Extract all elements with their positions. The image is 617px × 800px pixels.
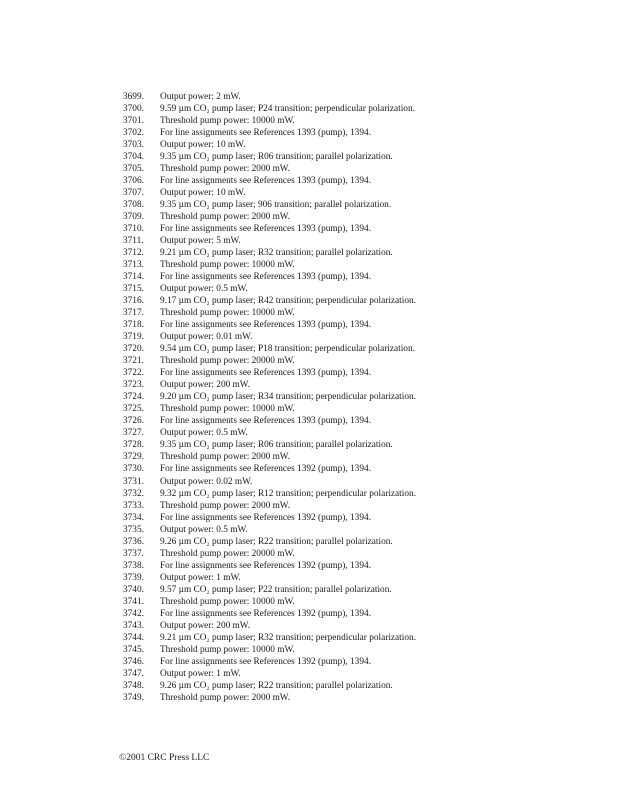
note-row — [123, 187, 603, 199]
note-number: 3735. — [123, 524, 144, 535]
note-row — [123, 259, 603, 271]
note-row — [123, 560, 603, 572]
note-text: Threshold pump power: 10000 mW. — [160, 596, 295, 607]
note-row — [123, 476, 603, 488]
note-row — [123, 488, 603, 500]
note-number: 3741. — [123, 596, 144, 607]
note-number: 3729. — [123, 452, 144, 463]
note-text: 9.26 µm CO₂ pump laser; R22 transition; parallel polarization. — [160, 536, 393, 547]
copyright-footer: ©2001 CRC Press LLC — [119, 753, 210, 763]
note-text: 9.54 µm CO₂ pump laser; P18 transition; perpendicular polarization. — [160, 344, 415, 355]
note-text: 9.21 µm CO₂ pump laser; R32 transition; perpendicular polarization. — [160, 632, 416, 643]
note-number: 3709. — [123, 212, 144, 223]
note-text: Output power: 0.5 mW. — [160, 524, 248, 535]
note-text: For line assignments see References 1392 (pump), 1394. — [160, 656, 371, 667]
note-number: 3700. — [123, 104, 144, 115]
note-number: 3719. — [123, 332, 144, 343]
note-text: 9.59 µm CO₂ pump laser; P24 transition; perpendicular polarization. — [160, 104, 415, 115]
note-number: 3721. — [123, 356, 144, 367]
note-row — [123, 415, 603, 427]
note-number: 3724. — [123, 392, 144, 403]
note-number: 3725. — [123, 404, 144, 415]
note-text: For line assignments see References 1392 (pump), 1394. — [160, 464, 371, 475]
note-number: 3747. — [123, 668, 144, 679]
note-row — [123, 283, 603, 295]
note-text: 9.26 µm CO₂ pump laser; R22 transition; parallel polarization. — [160, 680, 393, 691]
note-number: 3743. — [123, 620, 144, 631]
note-text: Threshold pump power: 2000 mW. — [160, 452, 291, 463]
note-row — [123, 223, 603, 235]
note-row — [123, 103, 603, 115]
note-row — [123, 163, 603, 175]
note-text: For line assignments see References 1393 (pump), 1394. — [160, 416, 371, 427]
note-row — [123, 427, 603, 439]
note-text: 9.35 µm CO₂ pump laser; R06 transition; parallel polarization. — [160, 152, 393, 163]
note-text: Threshold pump power: 2000 mW. — [160, 212, 291, 223]
note-number: 3705. — [123, 164, 144, 175]
note-number: 3728. — [123, 440, 144, 451]
note-text: For line assignments see References 1392 (pump), 1394. — [160, 608, 371, 619]
note-row — [123, 692, 603, 704]
note-row — [123, 367, 603, 379]
note-number: 3745. — [123, 644, 144, 655]
note-text: Output power: 2 mW. — [160, 92, 241, 102]
note-text: 9.57 µm CO₂ pump laser; P22 transition; parallel polarization. — [160, 584, 392, 595]
note-number: 3704. — [123, 152, 144, 163]
note-number: 3720. — [123, 344, 144, 355]
note-row — [123, 632, 603, 644]
note-row — [123, 644, 603, 656]
note-number: 3703. — [123, 140, 144, 151]
note-row — [123, 379, 603, 391]
note-row — [123, 115, 603, 127]
note-number: 3707. — [123, 188, 144, 199]
note-text: Output power: 0.01 mW. — [160, 332, 253, 343]
note-text: Threshold pump power: 10000 mW. — [160, 260, 295, 271]
note-text: 9.20 µm CO₂ pump laser; R34 transition; perpendicular polarization. — [160, 392, 416, 403]
note-text: Output power: 0.5 mW. — [160, 284, 248, 295]
note-text: For line assignments see References 1393 (pump), 1394. — [160, 320, 371, 331]
note-number: 3702. — [123, 128, 144, 139]
note-row — [123, 403, 603, 415]
note-text: Threshold pump power: 20000 mW. — [160, 548, 295, 559]
note-row — [123, 584, 603, 596]
note-row — [123, 668, 603, 680]
note-text: Threshold pump power: 2000 mW. — [160, 692, 291, 703]
note-text: Threshold pump power: 20000 mW. — [160, 356, 295, 367]
note-row — [123, 548, 603, 560]
note-number: 3712. — [123, 248, 144, 259]
note-row — [123, 572, 603, 584]
note-number: 3701. — [123, 116, 144, 127]
note-number: 3723. — [123, 380, 144, 391]
note-number: 3708. — [123, 200, 144, 211]
note-text: Threshold pump power: 10000 mW. — [160, 644, 295, 655]
note-row — [123, 307, 603, 319]
note-number: 3738. — [123, 560, 144, 571]
note-text: Output power: 5 mW. — [160, 236, 241, 247]
note-text: Output power: 200 mW. — [160, 620, 251, 631]
note-number: 3722. — [123, 368, 144, 379]
note-number: 3748. — [123, 680, 144, 691]
note-row — [123, 139, 603, 151]
note-row — [123, 331, 603, 343]
note-row — [123, 596, 603, 608]
note-row — [123, 271, 603, 283]
note-row — [123, 463, 603, 475]
note-text: For line assignments see References 1393 (pump), 1394. — [160, 224, 371, 235]
note-row — [123, 175, 603, 187]
note-number: 3716. — [123, 296, 144, 307]
note-number: 3718. — [123, 320, 144, 331]
note-number: 3699. — [123, 92, 144, 102]
note-text: Threshold pump power: 10000 mW. — [160, 116, 295, 127]
note-number: 3733. — [123, 500, 144, 511]
note-number: 3710. — [123, 224, 144, 235]
note-text: For line assignments see References 1393 (pump), 1394. — [160, 176, 371, 187]
note-number: 3744. — [123, 632, 144, 643]
note-number: 3740. — [123, 584, 144, 595]
note-number: 3715. — [123, 284, 144, 295]
note-row — [123, 391, 603, 403]
note-row — [123, 91, 603, 103]
note-text: Output power: 10 mW. — [160, 188, 246, 199]
note-number: 3737. — [123, 548, 144, 559]
note-text: Threshold pump power: 2000 mW. — [160, 500, 291, 511]
note-text: For line assignments see References 1392 (pump), 1394. — [160, 512, 371, 523]
note-number: 3726. — [123, 416, 144, 427]
note-number: 3727. — [123, 428, 144, 439]
note-text: Output power: 1 mW. — [160, 572, 241, 583]
note-number: 3746. — [123, 656, 144, 667]
note-text: Output power: 0.5 mW. — [160, 428, 248, 439]
note-text: Output power: 200 mW. — [160, 380, 251, 391]
note-number: 3711. — [123, 236, 144, 247]
note-row — [123, 680, 603, 692]
note-row — [123, 343, 603, 355]
note-text: For line assignments see References 1392 (pump), 1394. — [160, 560, 371, 571]
note-text: For line assignments see References 1393 (pump), 1394. — [160, 272, 371, 283]
note-text: For line assignments see References 1393 (pump), 1394. — [160, 128, 371, 139]
note-number: 3717. — [123, 308, 144, 319]
note-text: Threshold pump power: 2000 mW. — [160, 164, 291, 175]
note-row — [123, 536, 603, 548]
note-row — [123, 199, 603, 211]
note-row — [123, 127, 603, 139]
note-number: 3734. — [123, 512, 144, 523]
note-row — [123, 319, 603, 331]
note-text: 9.32 µm CO₂ pump laser; R12 transition; perpendicular polarization. — [160, 488, 416, 499]
note-row — [123, 512, 603, 524]
note-row — [123, 608, 603, 620]
note-text: 9.35 µm CO₂ pump laser; 906 transition; parallel polarization. — [160, 200, 392, 211]
note-row — [123, 451, 603, 463]
note-text: Threshold pump power: 10000 mW. — [160, 404, 295, 415]
note-text: Output power: 1 mW. — [160, 668, 241, 679]
note-number: 3736. — [123, 536, 144, 547]
note-row — [123, 620, 603, 632]
note-row — [123, 295, 603, 307]
note-text: Output power: 10 mW. — [160, 140, 246, 151]
note-row — [123, 656, 603, 668]
notes-list — [123, 91, 603, 704]
note-row — [123, 500, 603, 512]
note-number: 3730. — [123, 464, 144, 475]
note-number: 3732. — [123, 488, 144, 499]
note-row — [123, 235, 603, 247]
note-row — [123, 439, 603, 451]
note-number: 3714. — [123, 272, 144, 283]
note-text: 9.17 µm CO₂ pump laser; R42 transition; perpendicular polarization. — [160, 296, 416, 307]
note-row — [123, 211, 603, 223]
note-number: 3749. — [123, 692, 144, 703]
note-number: 3706. — [123, 176, 144, 187]
note-number: 3742. — [123, 608, 144, 619]
note-row — [123, 355, 603, 367]
note-number: 3739. — [123, 572, 144, 583]
note-text: Output power: 0.02 mW. — [160, 476, 253, 487]
note-text: Threshold pump power: 10000 mW. — [160, 308, 295, 319]
note-text: 9.21 µm CO₂ pump laser; R32 transition; parallel polarization. — [160, 248, 393, 259]
note-row — [123, 151, 603, 163]
note-row — [123, 524, 603, 536]
note-number: 3713. — [123, 260, 144, 271]
note-text: 9.35 µm CO₂ pump laser; R06 transition; parallel polarization. — [160, 440, 393, 451]
note-text: For line assignments see References 1393 (pump), 1394. — [160, 368, 371, 379]
note-number: 3731. — [123, 476, 144, 487]
note-row — [123, 247, 603, 259]
